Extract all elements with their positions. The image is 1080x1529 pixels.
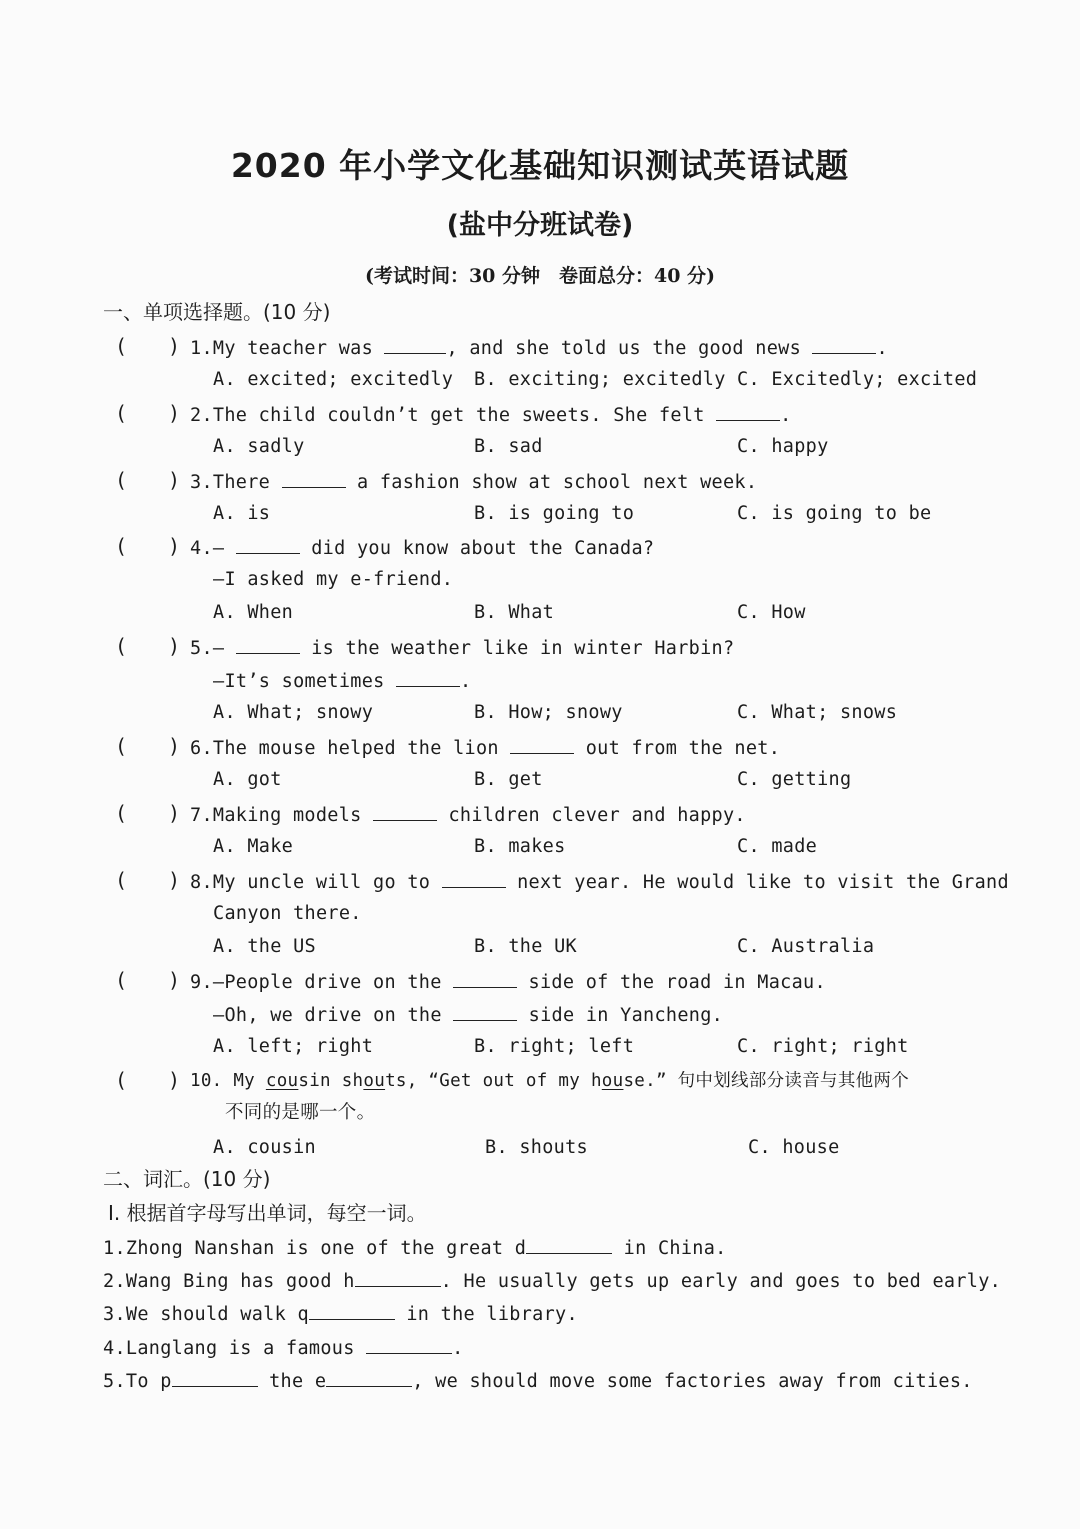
page-subtitle: (盐中分班试卷)	[446, 210, 634, 241]
q7-option-c: C. made	[737, 836, 818, 857]
answer-paren-open: (	[115, 468, 128, 492]
answer-paren-close: )	[168, 868, 181, 892]
q4-option-b: B. What	[474, 602, 555, 623]
question-9: 9.—People drive on the side of the road in Macau.	[190, 969, 826, 995]
q3-option-b: B. is going to	[474, 503, 635, 524]
answer-paren-close: )	[168, 1068, 181, 1092]
answer-paren-close: )	[168, 968, 181, 992]
q5-option-b: B. How; snowy	[474, 702, 623, 723]
answer-paren-close: )	[168, 734, 181, 758]
q10-option-b: B. shouts	[485, 1137, 588, 1158]
q6-option-c: C. getting	[737, 769, 852, 790]
question-4: 4.— did you know about the Canada?	[190, 535, 654, 561]
answer-paren-close: )	[168, 334, 181, 358]
answer-paren-open: (	[115, 1068, 128, 1092]
question-5: 5.— is the weather like in winter Harbin?	[190, 635, 734, 661]
answer-paren-close: )	[168, 801, 181, 825]
q10-option-a: A. cousin	[213, 1137, 316, 1158]
q1-option-c: C. Excitedly; excited	[737, 369, 978, 390]
q8-option-c: C. Australia	[737, 936, 875, 957]
answer-paren-close: )	[168, 401, 181, 425]
question-3: 3.There a fashion show at school next week.	[190, 469, 757, 495]
exam-info: (考试时间：30 分钟 卷面总分：40 分)	[364, 265, 716, 287]
question-1: 1.My teacher was , and she told us the good news .	[190, 335, 888, 361]
q2-option-b: B. sad	[474, 436, 543, 457]
vocab-item-1: 1.Zhong Nanshan is one of the great d in China.	[103, 1235, 727, 1261]
question-7: 7.Making models children clever and happy.	[190, 802, 746, 828]
answer-paren-open: (	[115, 401, 128, 425]
q4-reply: —I asked my e-friend.	[213, 569, 454, 590]
question-6: 6.The mouse helped the lion out from the net.	[190, 735, 780, 761]
answer-paren-close: )	[168, 634, 181, 658]
vocab-item-5: 5.To p the e , we should move some factories away from cities.	[103, 1368, 973, 1394]
q3-option-a: A. is	[213, 503, 271, 524]
q8-option-b: B. the UK	[474, 936, 577, 957]
q8-continuation: Canyon there.	[213, 903, 362, 924]
question-8: 8.My uncle will go to next year. He would like to visit the Grand	[190, 869, 1009, 895]
q5-option-a: A. What; snowy	[213, 702, 374, 723]
q5-option-c: C. What; snows	[737, 702, 898, 723]
answer-paren-open: (	[115, 534, 128, 558]
q7-option-a: A. Make	[213, 836, 294, 857]
q6-option-a: A. got	[213, 769, 282, 790]
q1-option-a: A. excited; excitedly	[213, 369, 454, 390]
q9-option-b: B. right; left	[474, 1036, 635, 1057]
question-10: 10. My cousin shouts, “Get out of my house.” 句中划线部分读音与其他两个	[190, 1071, 910, 1091]
question-2: 2.The child couldn’t get the sweets. She felt .	[190, 402, 792, 428]
q5-reply: —It’s sometimes .	[213, 668, 471, 694]
answer-paren-open: (	[115, 334, 128, 358]
q10-option-c: C. house	[748, 1137, 840, 1158]
answer-paren-open: (	[115, 634, 128, 658]
q4-option-a: A. When	[213, 602, 294, 623]
vocab-item-3: 3.We should walk q in the library.	[103, 1301, 578, 1327]
q3-option-c: C. is going to be	[737, 503, 932, 524]
q9-option-a: A. left; right	[213, 1036, 374, 1057]
q9-reply: —Oh, we drive on the side in Yancheng.	[213, 1002, 723, 1028]
q2-option-c: C. happy	[737, 436, 829, 457]
vocab-item-4: 4.Langlang is a famous .	[103, 1335, 464, 1361]
q9-option-c: C. right; right	[737, 1036, 909, 1057]
page-title: 2020 年小学文化基础知识测试英语试题	[230, 146, 850, 185]
answer-paren-close: )	[168, 534, 181, 558]
section1-heading: 一、单项选择题。(10 分)	[103, 300, 331, 324]
vocab-item-2: 2.Wang Bing has good h . He usually gets up early and goes to bed early.	[103, 1268, 1001, 1294]
answer-paren-open: (	[115, 801, 128, 825]
q1-option-b: B. exciting; excitedly	[474, 369, 726, 390]
answer-paren-close: )	[168, 468, 181, 492]
answer-paren-open: (	[115, 734, 128, 758]
q7-option-b: B. makes	[474, 836, 566, 857]
answer-paren-open: (	[115, 968, 128, 992]
q2-option-a: A. sadly	[213, 436, 305, 457]
answer-paren-open: (	[115, 868, 128, 892]
section2-subheading: Ⅰ. 根据首字母写出单词，每空一词。	[108, 1201, 427, 1225]
section2-heading: 二、词汇。(10 分)	[103, 1167, 271, 1191]
q6-option-b: B. get	[474, 769, 543, 790]
q10-continuation: 不同的是哪一个。	[225, 1102, 376, 1123]
q4-option-c: C. How	[737, 602, 806, 623]
q8-option-a: A. the US	[213, 936, 316, 957]
